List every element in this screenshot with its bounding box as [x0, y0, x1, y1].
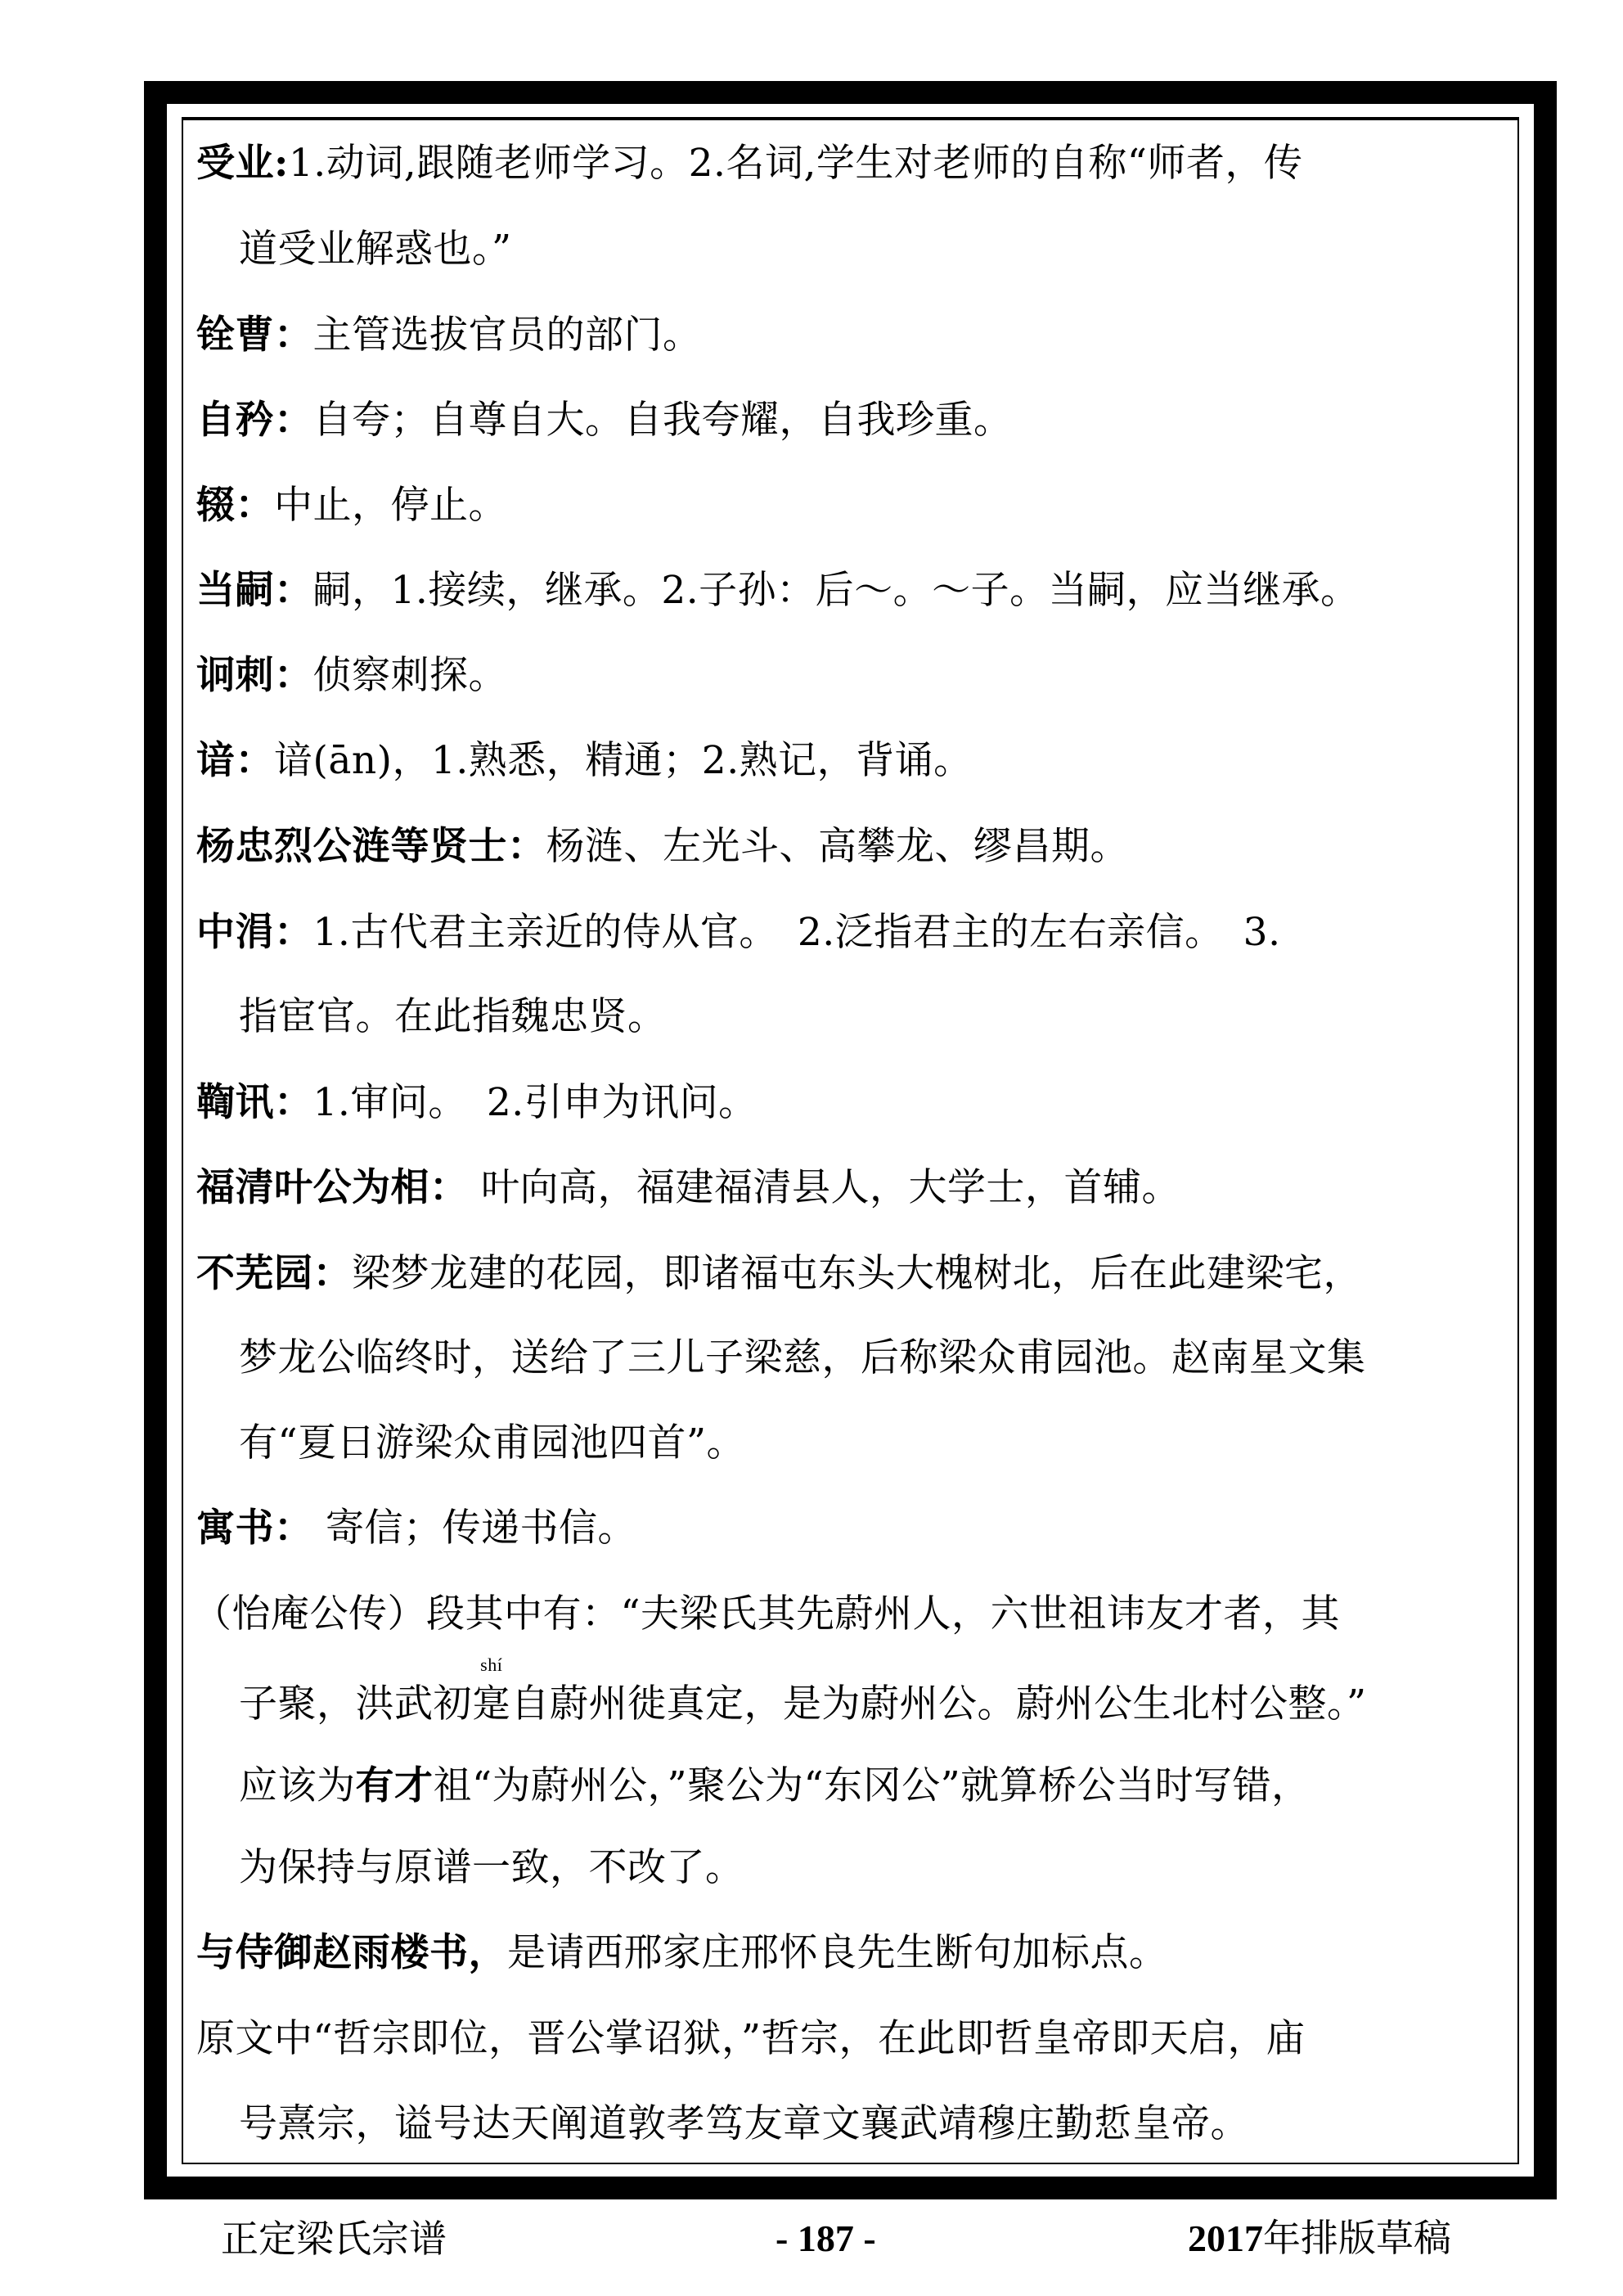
yian-paragraph-line-3 [239, 1762, 1311, 1811]
pinyin-annotation: shí [480, 1654, 503, 1675]
entry-definition: 梁梦龙建的花园，即诸福屯东头大槐树北，后在此建梁宅， [352, 1251, 1362, 1296]
entry-zijin [196, 396, 1013, 445]
paragraph-text: 为保持与原谱一致，不改了。 [239, 1845, 744, 1890]
continuation-text: 有“夏日游梁众甫园池四首”。 [239, 1420, 746, 1465]
paragraph-text: 自蔚州徙真定，是为蔚州公。蔚州公生北村公整。” [510, 1681, 1367, 1727]
original-text-line-2 [239, 2100, 1249, 2149]
entry-fuqing-ye [196, 1164, 1180, 1213]
continuation-text: 指宦官。在此指魏忠贤。 [239, 994, 667, 1039]
entry-continuation [239, 993, 667, 1042]
original-text: 原文中“哲宗即位，晋公掌诏狱，”哲宗，在此即哲皇帝即天启，庙 [196, 2016, 1306, 2061]
entry-term: 鞫讯： [196, 1080, 313, 1125]
entry-term: 谙： [196, 738, 274, 783]
footer-draft-text: 年排版草稿 [1263, 2217, 1451, 2259]
original-text: 号熹宗，谥号达天阐道敦孝笃友章文襄武靖穆庄勤悊皇帝。 [239, 2101, 1249, 2146]
ruby-annotated-char [472, 1654, 511, 1729]
paragraph-text: 应该为 [239, 1763, 356, 1808]
entry-yang-zhonglie [196, 822, 1129, 871]
entry-buwuyuan [196, 1249, 1362, 1299]
entry-definition: 1.审问。 2.引申为讯问。 [312, 1080, 758, 1125]
yian-paragraph-line-2 [239, 1654, 1367, 1729]
footer-year: 2017 [1188, 2217, 1263, 2259]
footer-page-number: - 187 - [776, 2217, 876, 2259]
entry-xiongci [196, 651, 507, 700]
entry-continuation [239, 1419, 745, 1468]
continuation-text: 梦龙公临终时，送给了三儿子梁慈，后称梁众甫园池。赵南星文集 [239, 1335, 1366, 1380]
entry-term: 中涓： [196, 910, 313, 955]
paragraph-text: （怡庵公传）段其中有：“夫梁氏其先蔚州人，六世祖讳友才者，其 [193, 1591, 1341, 1636]
entry-term: 福清叶公为相： [196, 1165, 469, 1210]
entry-continuation [239, 225, 512, 274]
continuation-text: 道受业解惑也。” [239, 227, 512, 272]
entry-term: 诇刺： [196, 653, 313, 698]
note-title: 与侍御赵雨楼书， [196, 1930, 507, 1975]
original-text-line-1 [196, 2015, 1306, 2064]
entry-yushu [196, 1504, 636, 1553]
entry-definition: 谙(ān)，1.熟悉，精通；2.熟记，背诵。 [274, 738, 973, 783]
yian-paragraph-line-4 [239, 1844, 744, 1893]
entry-term: 寓书： [196, 1506, 313, 1551]
bold-name: 有才 [355, 1763, 434, 1808]
entry-definition: 主管选拔官员的部门。 [312, 313, 702, 358]
entry-term: 杨忠烈公涟等贤士： [196, 824, 546, 869]
entry-definition: 自夸；自尊自大。自我夸耀，自我珍重。 [312, 398, 1013, 443]
entry-chuo [196, 481, 507, 530]
entry-term: 受业: [196, 141, 289, 186]
entry-definition: 嗣，1.接续，继承。2.子孙：后～。～子。当嗣，应当继承。 [312, 568, 1360, 613]
entry-zhongjuan [196, 908, 1281, 957]
note-text: 是请西邢家庄邢怀良先生断句加标点。 [507, 1930, 1168, 1975]
entry-definition: 1.古代君主亲近的侍从官。 2.泛指君主的左右亲信。 3. [312, 910, 1281, 955]
entry-definition: 叶向高，福建福清县人，大学士，首辅。 [468, 1165, 1180, 1210]
note-line [196, 1929, 1168, 1978]
entry-an [196, 736, 973, 786]
footer-book-title: 正定梁氏宗谱 [221, 2217, 447, 2261]
entry-term: 辍： [196, 483, 274, 528]
footer-draft-label [1188, 2216, 1451, 2262]
entry-term: 铨曹： [196, 313, 313, 358]
paragraph-text: 子聚，洪武初 [239, 1681, 472, 1727]
entry-shouye [196, 139, 1302, 188]
entry-definition: 1.动词,跟随老师学习。2.名词,学生对老师的自称“师者，传 [288, 141, 1303, 186]
entry-term: 不芜园： [196, 1251, 352, 1296]
entry-juxun [196, 1078, 758, 1128]
entry-term: 当嗣： [196, 568, 313, 613]
entry-term: 自矜： [196, 398, 313, 443]
entry-dangsi [196, 566, 1360, 615]
yian-paragraph-line-1 [193, 1590, 1340, 1639]
entry-definition: 杨涟、左光斗、高攀龙、缪昌期。 [546, 824, 1129, 869]
paragraph-text: 祖“为蔚州公，”聚公为“东冈公”就算桥公当时写错， [433, 1763, 1311, 1808]
entry-definition: 侦察刺探。 [312, 653, 507, 698]
entry-definition: 中止，停止。 [274, 483, 507, 528]
entry-definition: 寄信；传递书信。 [312, 1506, 636, 1551]
annotated-char: 寔 [472, 1681, 511, 1727]
entry-quancao [196, 311, 702, 360]
entry-continuation [239, 1334, 1366, 1383]
